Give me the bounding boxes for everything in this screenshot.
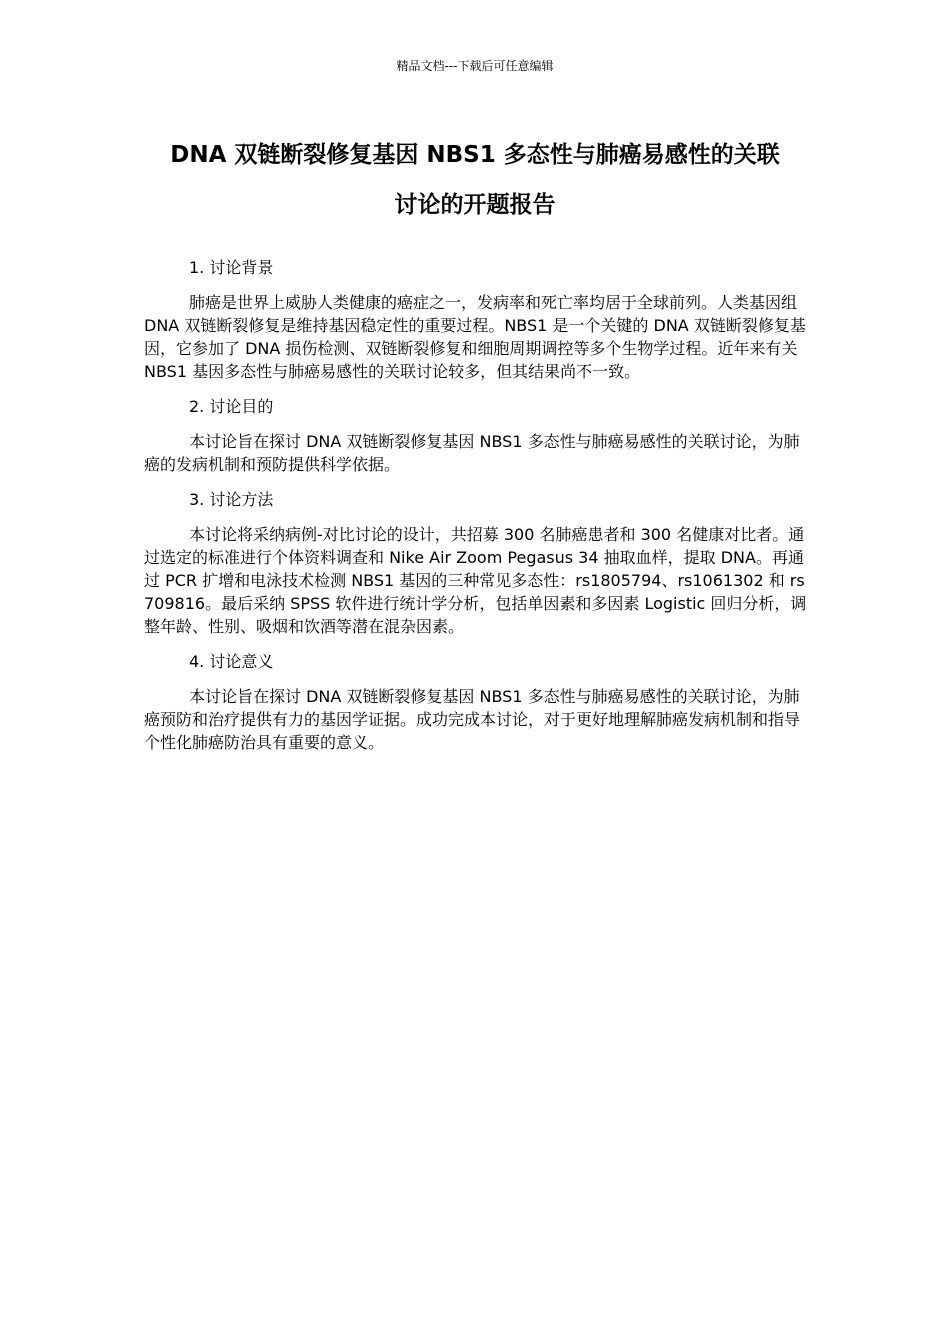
document-title-line-2: 讨论的开题报告: [394, 192, 556, 218]
document-title: [120, 130, 830, 230]
section-heading-purpose: 2. 讨论目的: [189, 397, 274, 416]
document-body: [144, 256, 808, 766]
page-header: 精品文档---下载后可任意编辑: [396, 59, 554, 73]
section-body-purpose: 本讨论旨在探讨 DNA 双链断裂修复基因 NBS1 多态性与肺癌易感性的关联讨论，为肺癌的发病机制和预防提供科学依据。: [144, 432, 800, 474]
section-heading-methods: 3. 讨论方法: [189, 490, 274, 509]
section-heading-significance: 4. 讨论意义: [189, 652, 274, 671]
section-body-background: 肺癌是世界上威胁人类健康的癌症之一，发病率和死亡率均居于全球前列。人类基因组 DNA 双链断裂修复是维持基因稳定性的重要过程。NBS1 是一个关键的 DNA 双链断裂修复基因，它参加了 DNA 损伤检测、双链断裂修复和细胞周期调控等多个生物学过程。近年来有关 NBS1 基因多态性与肺癌易感性的关联讨论较多，但其结果尚不一致。: [144, 293, 806, 381]
document-title-line-1: DNA 双链断裂修复基因 NBS1 多态性与肺癌易感性的关联: [170, 142, 780, 168]
section-heading-background: 1. 讨论背景: [189, 258, 274, 277]
section-body-significance: 本讨论旨在探讨 DNA 双链断裂修复基因 NBS1 多态性与肺癌易感性的关联讨论，为肺癌预防和治疗提供有力的基因学证据。成功完成本讨论，对于更好地理解肺癌发病机制和指导个性化肺癌防治具有重要的意义。: [144, 687, 801, 752]
section-body-methods: 本讨论将采纳病例-对比讨论的设计，共招募 300 名肺癌患者和 300 名健康对比者。通过选定的标准进行个体资料调查和 Nike Air Zoom Pegasus 34 抽取血样，提取 DNA。再通过 PCR 扩增和电泳技术检测 NBS1 基因的三种常见多态性：rs1805794、rs1061302 和 rs709816。最后采纳 SPSS 软件进行统计学分析，包括单因素和多因素 Logistic 回归分析，调整年龄、性别、吸烟和饮酒等潜在混杂因素。: [144, 525, 807, 636]
